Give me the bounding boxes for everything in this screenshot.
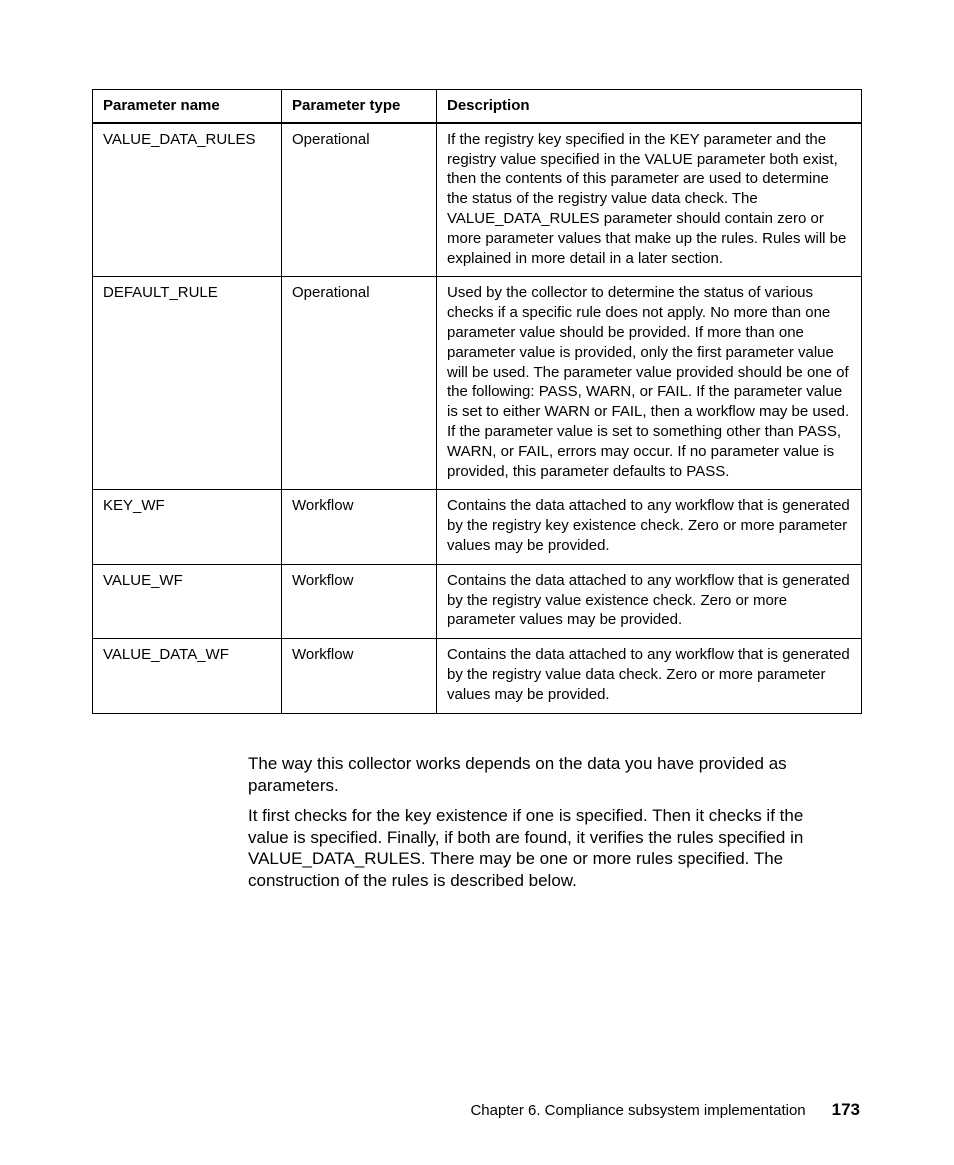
cell-parameter-type: Workflow (282, 564, 437, 638)
cell-description: Contains the data attached to any workflow that is generated by the registry key existence check. Zero or more parameter values may be provided. (437, 490, 862, 564)
cell-parameter-name: VALUE_DATA_WF (93, 639, 282, 713)
table-row (93, 490, 862, 564)
cell-parameter-type: Operational (282, 277, 437, 490)
cell-parameter-name: KEY_WF (93, 490, 282, 564)
footer-chapter-title: Chapter 6. Compliance subsystem implementation (470, 1102, 806, 1119)
body-paragraph: It first checks for the key existence if one is specified. Then it checks if the value is specified. Finally, if both are found, it verifies the rules specified in VALUE_DATA_RULES. There may be one or more rules specified. The construction of the rules is described below. (248, 806, 804, 890)
header-description: Description (437, 90, 862, 123)
header-parameter-type: Parameter type (282, 90, 437, 123)
body-paragraph: The way this collector works depends on the data you have provided as parameters. (248, 754, 787, 795)
page-number: 173 (831, 1100, 860, 1119)
cell-parameter-type: Workflow (282, 639, 437, 713)
cell-parameter-name: VALUE_WF (93, 564, 282, 638)
table-header-row (93, 90, 862, 123)
table-row (93, 123, 862, 277)
cell-parameter-name: DEFAULT_RULE (93, 277, 282, 490)
cell-parameter-type: Workflow (282, 490, 437, 564)
header-parameter-name: Parameter name (93, 90, 282, 123)
table-row (93, 277, 862, 490)
page-footer (470, 1100, 860, 1120)
cell-description: Used by the collector to determine the status of various checks if a specific rule does not apply. No more than one parameter value should be provided. If more than one parameter value is provided, only the first parameter value will be used. The parameter value provided should be one of the following: PASS, WARN, or FAIL. If the parameter value is set to either WARN or FAIL, then a workflow may be used. If the parameter value is set to something other than PASS, WARN, or FAIL, errors may occur. If no parameter value is provided, this parameter defaults to PASS. (437, 277, 862, 490)
parameter-table (92, 89, 862, 714)
cell-description: Contains the data attached to any workflow that is generated by the registry value data check. Zero or more parameter values may be provided. (437, 639, 862, 713)
table-row (93, 639, 862, 713)
cell-parameter-name: VALUE_DATA_RULES (93, 123, 282, 277)
cell-description: If the registry key specified in the KEY parameter and the registry value specified in the VALUE parameter both exist, then the contents of this parameter are used to determine the status of the registry value data check. The VALUE_DATA_RULES parameter should contain zero or more parameter values that make up the rules. Rules will be explained in more detail in a later section. (437, 123, 862, 277)
cell-description: Contains the data attached to any workflow that is generated by the registry value existence check. Zero or more parameter values may be provided. (437, 564, 862, 638)
cell-parameter-type: Operational (282, 123, 437, 277)
table-row (93, 564, 862, 638)
